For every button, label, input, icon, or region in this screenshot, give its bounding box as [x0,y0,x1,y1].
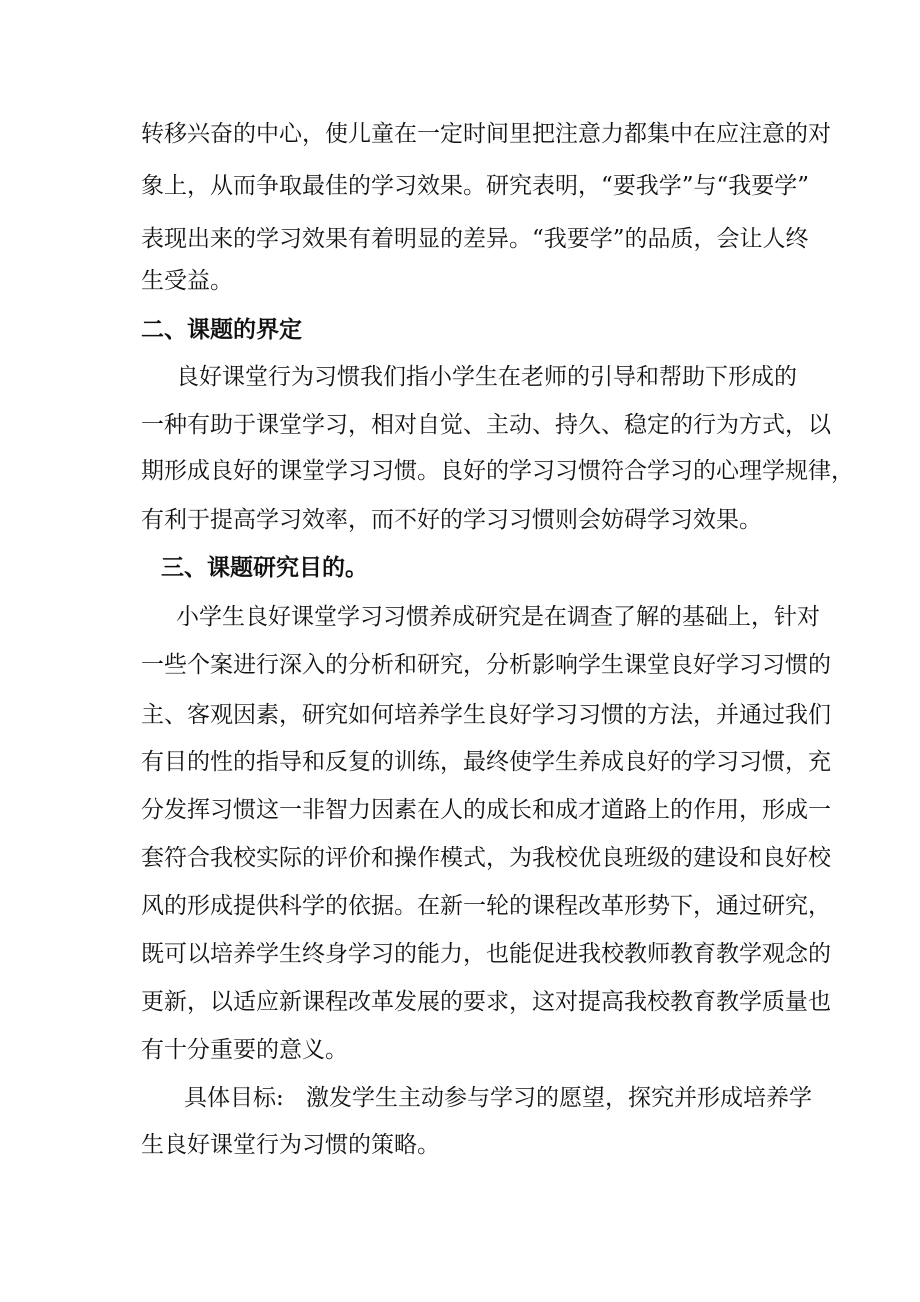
text-line: 套符合我校实际的评价和操作模式，为我校优良班级的建设和良好校 [141,845,831,871]
text-line: 转移兴奋的中心，使儿童在一定时间里把注意力都集中在应注意的对 [141,121,831,147]
text-line: 生受益。 [141,268,233,294]
text-line: 有十分重要的意义。 [141,1037,348,1063]
section-heading: 二、课题的界定 [141,316,302,343]
text-line: 象上，从而争取最佳的学习效果。研究表明，“要我学”与“我要学” [141,173,810,199]
text-line: 生良好课堂行为习惯的策略。 [141,1132,440,1158]
text-line: 有利于提高学习效率，而不好的学习习惯则会妨碍学习效果。 [141,507,762,533]
text-line: 期形成良好的课堂学习习惯。良好的学习习惯符合学习的心理学规律， [141,458,854,484]
text-line: 激发学生主动参与学习的愿望，探究并形成培养学 [306,1085,812,1111]
text-line: 表现出来的学习效果有着明显的差异。“我要学”的品质，会让人终 [141,226,809,252]
text-line: 既可以培养学生终身学习的能力，也能促进我校教师教育教学观念的 [141,941,831,967]
goal-label: 具体目标: [184,1085,284,1111]
text-line: 一种有助于课堂学习，相对自觉、主动、持久、稳定的行为方式，以 [141,412,831,438]
text-line: 有目的性的指导和反复的训练，最终使学生养成良好的学习习惯，充 [141,749,831,775]
text-line: 小学生良好课堂学习习惯养成研究是在调查了解的基础上，针对 [176,604,820,630]
text-line: 主、客观因素，研究如何培养学生良好学习习惯的方法，并通过我们 [141,702,831,728]
text-line: 良好课堂行为习惯我们指小学生在老师的引导和帮助下形成的 [176,364,797,390]
text-line: 分发挥习惯这一非智力因素在人的成长和成才道路上的作用，形成一 [141,797,831,823]
section-heading: 三、课题研究目的。 [161,554,368,581]
text-line: 风的形成提供科学的依据。在新一轮的课程改革形势下，通过研究， [141,893,831,919]
text-line: 更新，以适应新课程改革发展的要求，这对提高我校教育教学质量也 [141,989,831,1015]
text-line: 一些个案进行深入的分析和研究，分析影响学生课堂良好学习习惯的 [141,652,831,678]
